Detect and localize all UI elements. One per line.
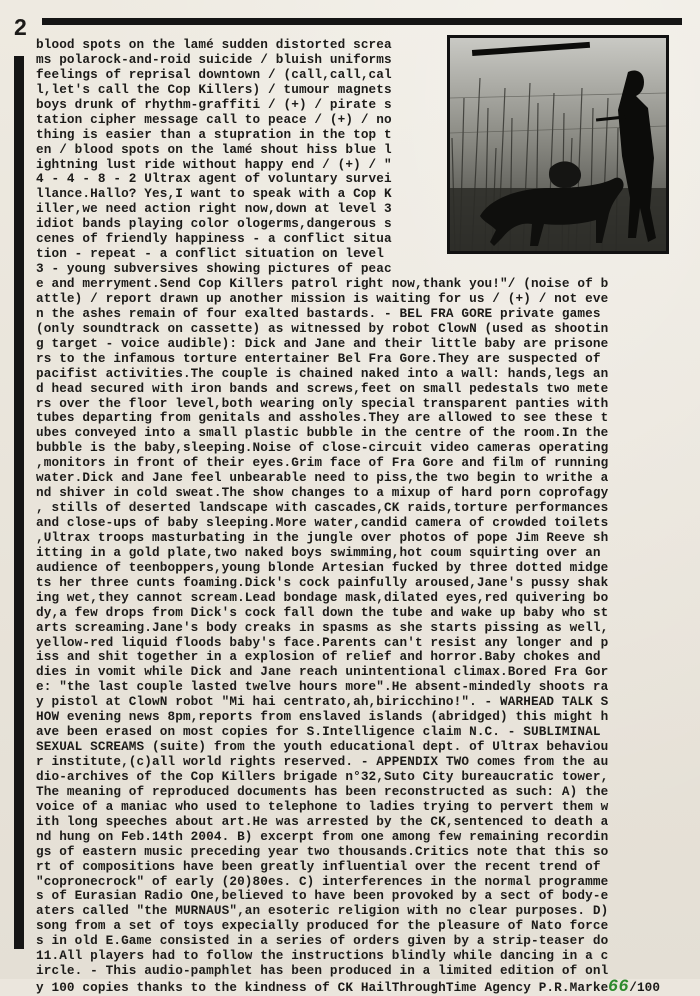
text-line: l,let's call the Cop Killers) / tumour magnets: [36, 81, 392, 97]
text-line: attle) / report drawn up another mission is waiting for us / (+) / not eve: [36, 290, 609, 306]
text-line: feelings of reprisal downtown / (call,call,cal: [36, 66, 392, 82]
text-line: dy,a few drops from Dick's cock fall down the tube and wake up baby who st: [36, 604, 609, 620]
text-line: g target - voice audible): Dick and Jane and their little baby are prisone: [36, 335, 609, 351]
text-line: rs to the infamous torture entertainer Bel Fra Gore.They are suspected of: [36, 350, 601, 366]
text-line: SEXUAL SCREAMS (suite) from the youth educational dept. of Ultrax behaviou: [36, 739, 609, 755]
page-number: 2: [14, 14, 27, 40]
text-line: s of Eurasian Radio One,believed to have been provoked by a sect of body-e: [36, 888, 609, 904]
top-rule: [42, 18, 682, 25]
text-line: ave been erased on most copies for S.Intelligence claim N.C. - SUBLIMINAL: [36, 724, 601, 740]
text-line: y pistol at ClowN robot "Mi hai centrato,ah,biricchino!". - WARHEAD TALK S: [36, 694, 609, 710]
copy-number: 66: [608, 976, 630, 996]
text-line: ith long speeches about art.He was arrested by the CK,sentenced to death a: [36, 813, 609, 829]
text-line: arts screaming.Jane's body creaks in spasms as she starts pissing as well,: [36, 619, 609, 635]
text-line: rt of compositions have been greatly influential over the recent trend of: [36, 858, 601, 874]
text-line: rs over the floor level,both wearing only special transparent panties with: [36, 395, 609, 411]
text-line: 11.All players had to follow the instructions blindly while dancing in a c: [36, 948, 609, 964]
text-line: cenes of friendly happiness - a conflict situa: [36, 231, 392, 247]
text-line: e and merryment.Send Cop Killers patrol right now,thank you!"/ (noise of b: [36, 276, 609, 291]
text-line: s in old E.Game consisted in a series of orders given by a strip-teaser do: [36, 933, 609, 949]
text-line: bubble is the baby,sleeping.Noise of close-circuit video cameras operating: [36, 440, 609, 456]
text-line: itting in a gold plate,two naked boys swimming,hot coum squirting over an: [36, 544, 601, 560]
last-line-text: y 100 copies thanks to the kindness of CK HailThroughTime Agency P.R.Marke: [36, 980, 609, 996]
text-line: ms polarock-and-roid suicide / bluish uniforms: [36, 51, 392, 67]
text-line: ,Ultrax troops masturbating in the jungle over photos of pope Jim Reeve sh: [36, 529, 609, 545]
text-line: ing wet,they cannot scream.Lead bondage mask,dilated eyes,red quivering bo: [36, 589, 609, 605]
text-line: ightning lust ride without happy end / (+) / ": [36, 156, 392, 172]
text-line-last: [36, 976, 673, 996]
text-line: "copronecrock" of early (20)80es. C) interferences in the normal programme: [36, 873, 609, 889]
text-line: ircle. - This audio-pamphlet has been produced in a limited edition of onl: [36, 963, 609, 979]
text-line: HOW evening news 8pm,reports from enslaved islands (abridged) this might h: [36, 709, 609, 725]
text-line: 4 - 4 - 8 - 2 Ultrax agent of voluntary survei: [36, 171, 392, 187]
text-line: 3 - young subversives showing pictures of peac: [36, 261, 392, 277]
text-line: aters called "the MURNAUS",an esoteric religion with no clear purposes. D): [36, 903, 609, 919]
left-rule: [14, 56, 24, 949]
text-line: audience of teenboppers,young blonde Artesian fucked by three dotted midge: [36, 559, 609, 575]
text-line: e: "the last couple lasted twelve hours more".He absent-mindedly shoots ra: [36, 679, 609, 695]
text-line: boys drunk of rhythm-graffiti / (+) / pirate s: [36, 96, 392, 112]
text-line: tion - repeat - a conflict situation on level: [36, 246, 385, 262]
text-line: nd shiver in cold sweat.The show changes to a mixup of hard porn coprofagy: [36, 485, 609, 501]
text-line: and close-ups of baby sleeping.More water,candid camera of crowded toilets: [36, 515, 609, 530]
text-line: dies in vomit while Dick and Jane reach unintentional climax.Bored Fra Gor: [36, 664, 609, 680]
text-line: nd hung on Feb.14th 2004. B) excerpt from one among few remaining recordin: [36, 828, 609, 844]
text-line: , stills of deserted landscape with cascades,CK raids,torture performances: [36, 500, 609, 516]
text-line: pacifist activities.The couple is chained naked into a wall: hands,legs an: [36, 365, 609, 381]
text-line: yellow-red liquid floods baby's face.Parents can't resist any longer and p: [36, 634, 609, 650]
text-line: idiot bands playing color ologerms,dangerous s: [36, 216, 392, 232]
body-text: [36, 38, 673, 994]
text-line: n the ashes remain of four exalted bastards. - BEL FRA GORE private games: [36, 305, 601, 321]
copy-total: /100: [629, 980, 661, 996]
text-line: blood spots on the lamé sudden distorted screa: [36, 37, 392, 52]
text-line: d head secured with iron bands and screws,feet on small pedestals two mete: [36, 380, 609, 396]
text-line: iss and shit together in a explosion of relief and horror.Baby chokes and: [36, 649, 601, 665]
text-line: ts her three cunts foaming.Dick's cock painfully aroused,Jane's pussy shak: [36, 574, 609, 590]
text-line: gs of eastern music preceding year two thousands.Critics note that this so: [36, 843, 609, 859]
text-line: (only soundtrack on cassette) as witnessed by robot ClowN (used as shootin: [36, 320, 609, 336]
text-line: water.Dick and Jane feel unbearable need to piss,the two begin to writhe a: [36, 470, 609, 486]
text-line: song from a set of toys expecially produced for the pleasure of Nato force: [36, 918, 609, 934]
text-line: ubes conveyed into a small plastic bubble in the centre of the room.In the: [36, 425, 609, 441]
text-line: thing is easier than a stupration in the top t: [36, 126, 392, 142]
text-line: tation cipher message call to peace / (+) / no: [36, 111, 392, 127]
text-line: dio-archives of the Cop Killers brigade n°32,Suto City bureaucratic tower,: [36, 768, 609, 784]
text-line: tubes departing from genitals and assholes.They are allowed to see these t: [36, 410, 609, 426]
text-line: r institute,(c)all world rights reserved. - APPENDIX TWO comes from the au: [36, 754, 609, 769]
text-line: iller,we need action right now,down at level 3: [36, 201, 392, 217]
text-line: en / blood spots on the lamé shout hiss blue l: [36, 141, 392, 157]
text-line: llance.Hallo? Yes,I want to speak with a Cop K: [36, 186, 392, 202]
text-line: The meaning of reproduced documents has been reconstructed as such: A) the: [36, 783, 609, 799]
text-line: voice of a maniac who used to telephone to ladies trying to pervert them w: [36, 798, 609, 814]
text-line: ,monitors in front of their eyes.Grim face of Fra Gore and film of running: [36, 455, 609, 471]
